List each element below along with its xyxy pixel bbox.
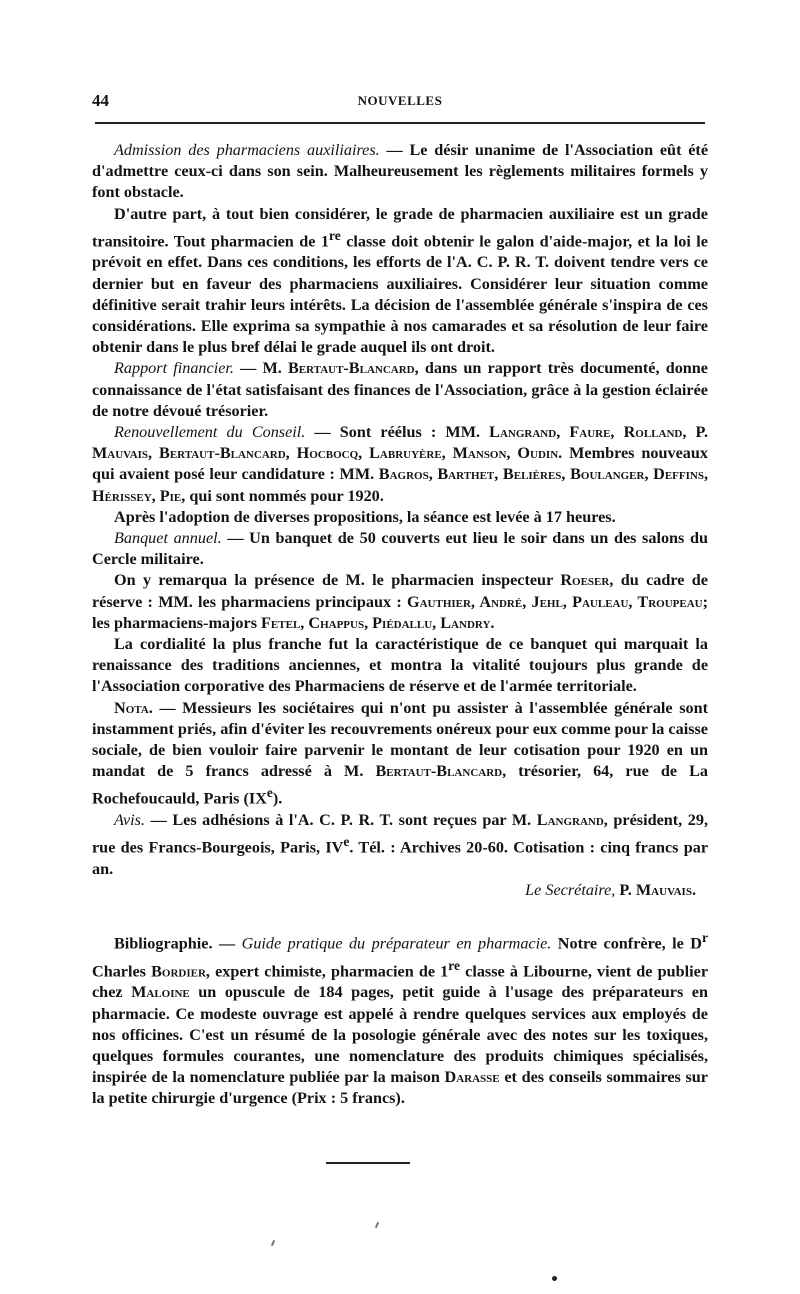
article-body [92,140,708,1110]
paragraph-session-end: Après l'adoption de diverses propositions, la séance est levée à 17 heures. [114,507,616,526]
print-dot [552,1276,557,1281]
section-spacer [92,901,708,927]
paragraph-banquet: Banquet annuel. — Un banquet de 50 couverts eut lieu le soir dans un des salons du Cercle militaire. [92,529,708,569]
paragraph-cordiality: La cordialité la plus franche fut la caractéristique de ce banquet qui marquait la renaissance des traditions anciennes, et montra la vitalité toujours plus grande de l'Association corporative des Pharmaciens de réserve et de l'armée territoriale. [92,635,708,696]
section-title: Avis. [114,811,146,830]
paragraph-bibliography: Bibliographie. — Guide pratique du préparateur en pharmacie. Notre confrère, le $D^r$ Charles Bordier, expert chimiste, pharmacien de 1re classe à Libourne, vient de publier chez Maloine un opuscule de 184 pages, petit guide à l'usage des préparateurs en pharmacie. Ce modeste ouvrage est appelé à rendre quelques services aux employés de nos officines. C'est un résumé de la posologie générale avec des notes sur les toxiques, quelques formules courantes, une nomenclature des produits chimiques spécialisés, inspirée de la nomenclature publiée par la maison Darasse et des conseils sommaires sur la petite chirurgie d'urgence (Prix : 5 francs). [92,930,709,1108]
paragraph-nota: Nota. — Messieurs les sociétaires qui n'ont pu assister à l'assemblée générale sont instamment priés, afin d'éviter les recouvrements onéreux pour eux comme pour la caisse sociale, de bien vouloir faire parvenir le montant de leur cotisation pour 1920 en un mandat de 5 francs adressé à M. Bertaut-Blancard, trésorier, 64, rue de La Rochefoucauld, Paris (IXe). [92,698,709,808]
page-number: 44 [92,91,109,110]
book-title: Guide pratique du préparateur en pharmacie. [241,934,552,953]
paragraph-council: Renouvellement du Conseil. — Sont réélus : MM. Langrand, Faure, Rolland, P. Mauvais, Bertaut-Blancard, Hocbocq, Labruyère, Manson, Oudin. Membres nouveaux qui avaient posé leur candidature : MM. Bagros, Barthet, Belières, Boulanger, Deffins, Hérissey, Pie, qui sont nommés pour 1920. [92,423,708,505]
section-title: Admission des pharmaciens auxiliaires. [114,141,380,159]
section-title: Renouvellement du Conseil. [114,423,306,442]
paragraph-admission: Admission des pharmaciens auxiliaires. — Le désir unanime de l'Association eût été d'admettre ceux-ci dans son sein. Malheureusement les règlements militaires formels y font obstacle. [92,141,709,202]
header-rule [95,122,705,124]
paragraph-attendees: On y remarqua la présence de M. le pharmacien inspecteur Roeser, du cadre de réserve : MM. les pharmaciens principaux : Gauthier, André, Jehl, Pauleau, Troupeau; les pharmaciens-majors Fetel, Chappus, Piédallu, Landry. [92,571,709,632]
print-speck [271,1240,275,1246]
paragraph-financial-report: Rapport financier. — M. Bertaut-Blancard, dans un rapport très documenté, donne connaissance de l'état satisfaisant des finances de l'Association, grâce à la gestion éclairée de notre dévoué trésorier. [92,359,708,420]
print-speck [375,1222,379,1228]
section-title: Banquet annuel. [114,529,222,548]
closing-rule [326,1162,410,1164]
signature: Le Secrétaire, P. Mauvais. [525,881,696,900]
paragraph-avis: Avis. — Les adhésions à l'A. C. P. R. T. sont reçues par M. Langrand, président, 29, rue des Francs-Bourgeois, Paris, IVe. Tél. : Archives 20-60. Cotisation : cinq francs par an. [92,811,709,878]
running-title: NOUVELLES [357,93,443,108]
page-header [92,91,708,115]
section-title: Rapport financier. [114,359,234,378]
bibliography-heading: Bibliographie [114,934,209,953]
paragraph-transitional-grade: D'autre part, à tout bien considérer, le grade de pharmacien auxiliaire est un grade transitoire. Tout pharmacien de 1re classe doit obtenir le galon d'aide-major, et la loi le prévoit en effet. Dans ces conditions, les efforts de l'A. C. P. R. T. doivent tendre vers ce dernier but en faveur des pharmaciens auxiliaires. Considérer leur situation comme définitive serait trahir leurs intérêts. La décision de l'assemblée générale s'inspira de ces considérations. Elle exprima sa sympathie à nos camarades et sa résolution de leur faire obtenir dans le plus bref délai le grade auquel ils ont droit. [92,204,708,357]
